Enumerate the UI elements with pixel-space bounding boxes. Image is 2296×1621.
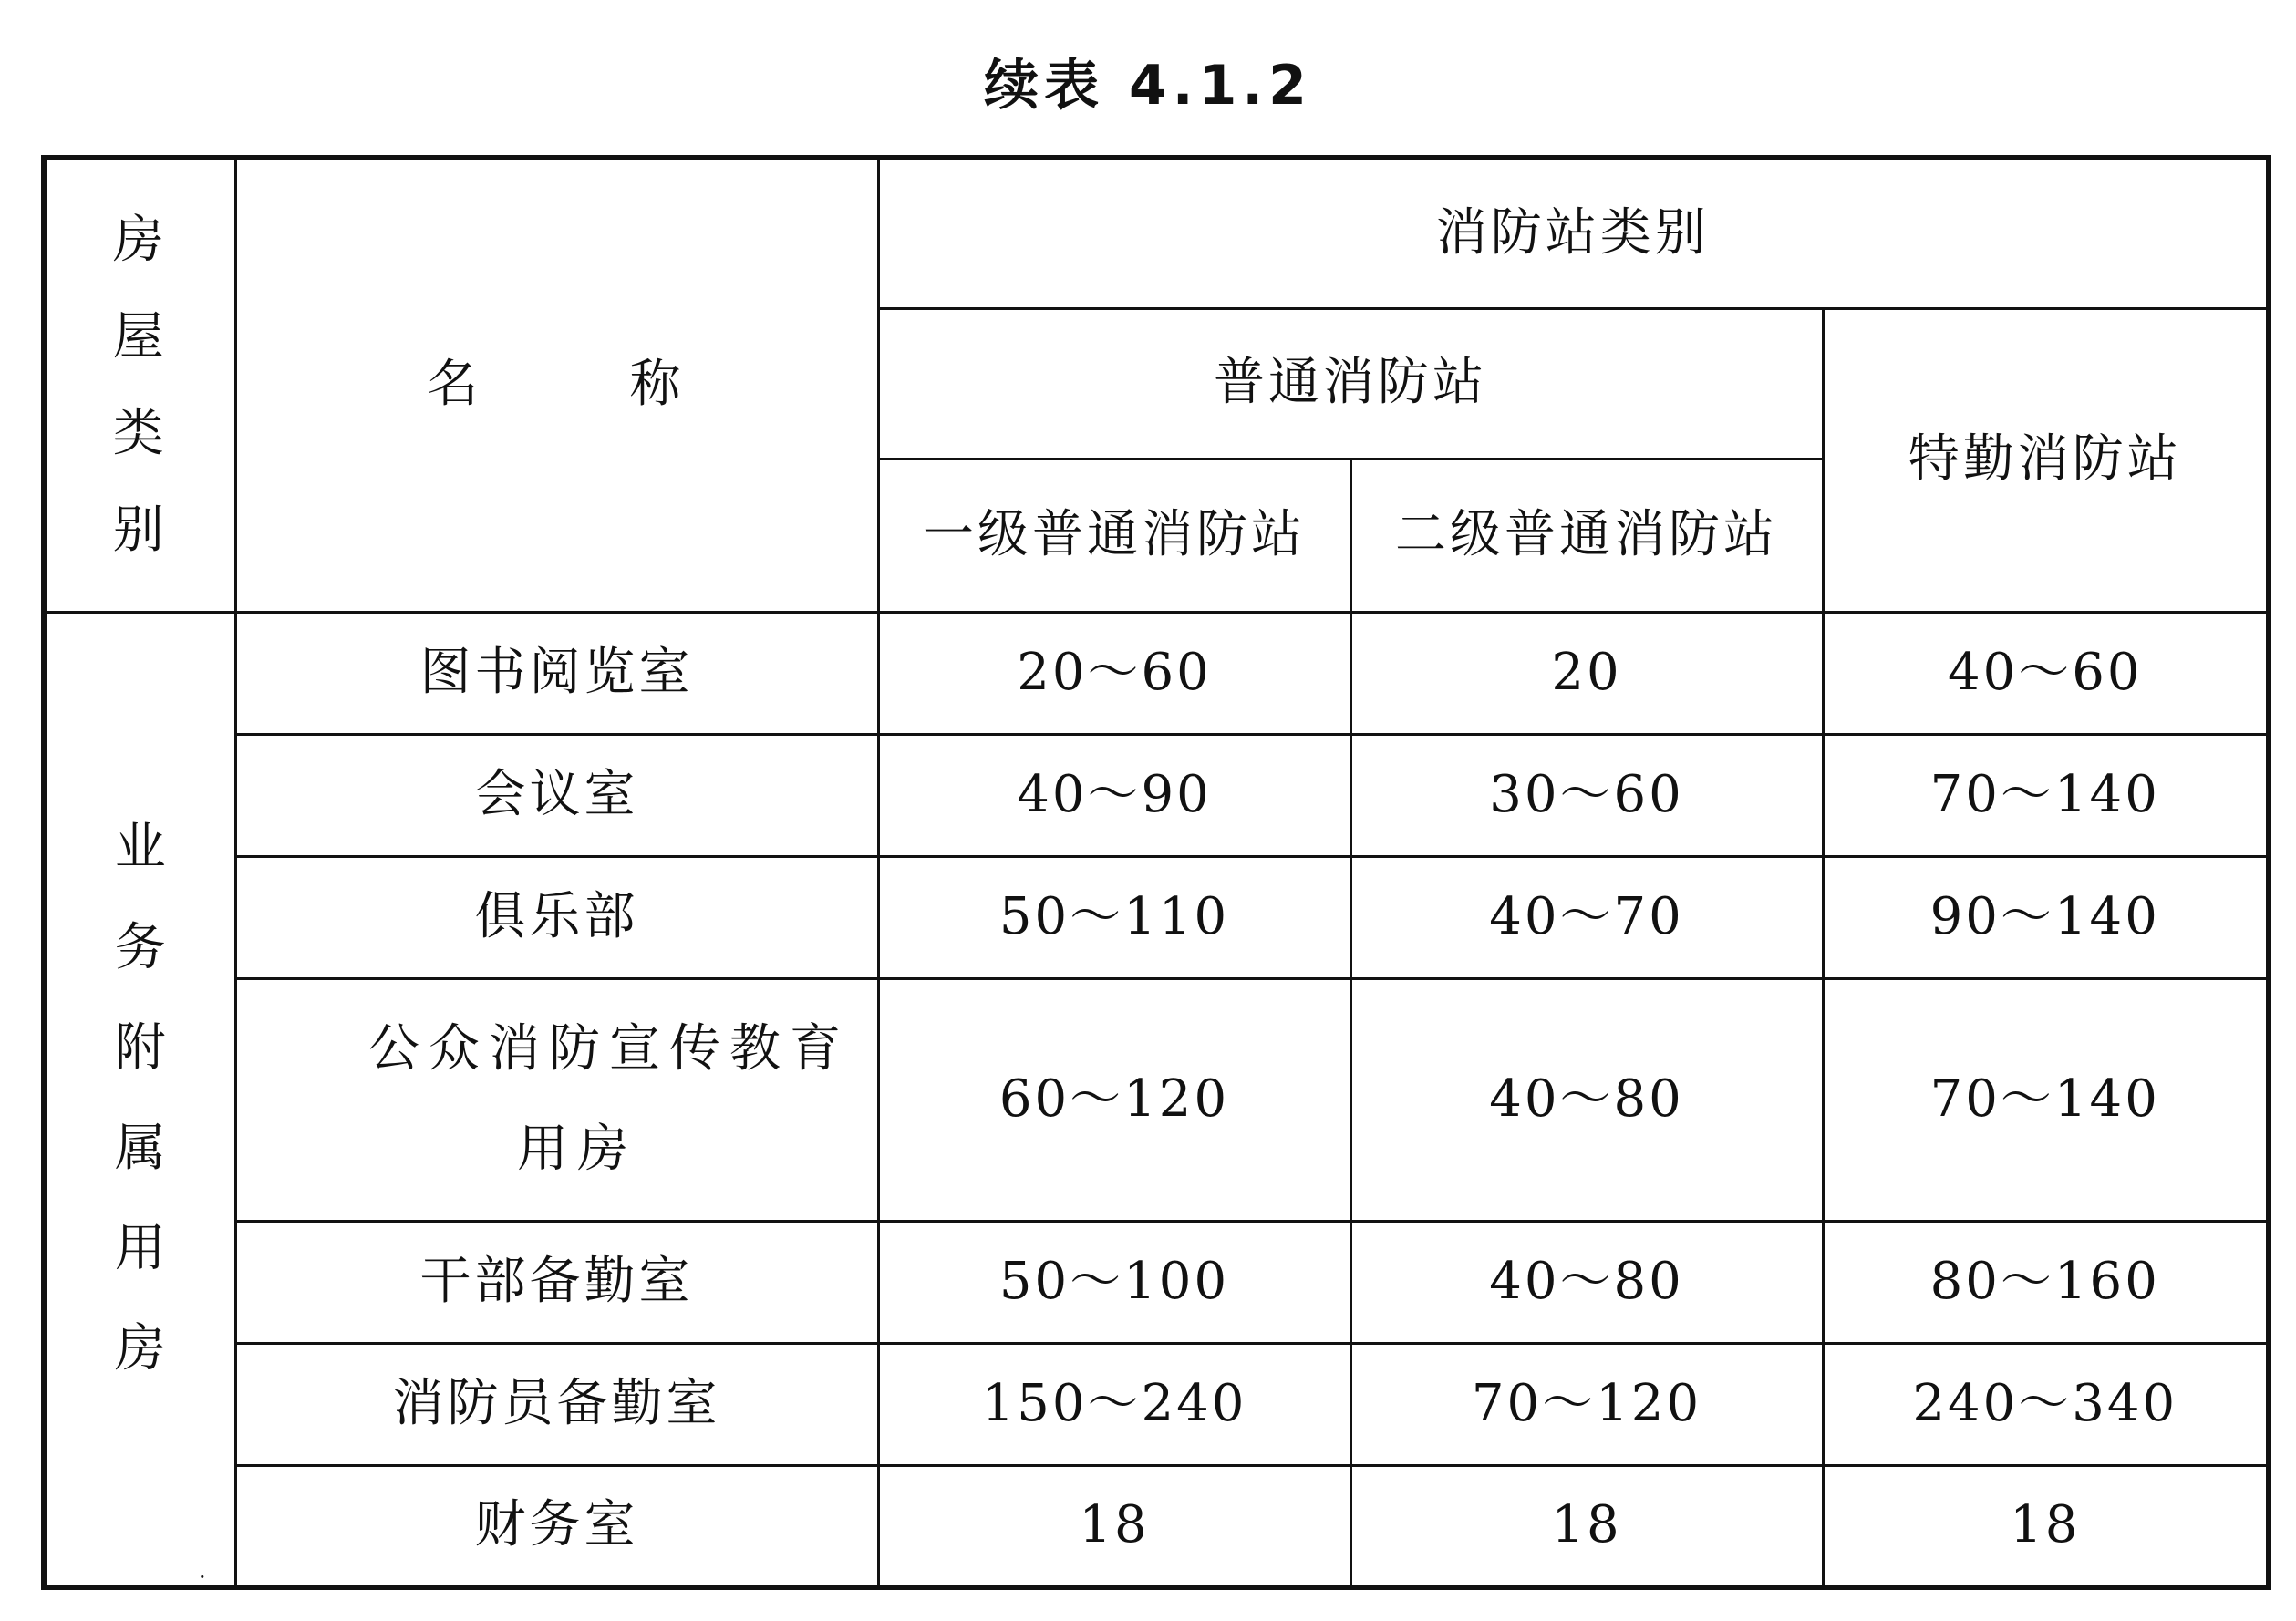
row-level2-value: 20 (1350, 612, 1823, 734)
row-level2-value: 40～80 (1350, 1221, 1823, 1343)
row-special-value: 40～60 (1823, 612, 2269, 734)
row-name: 俱乐部 (235, 856, 878, 978)
table-row (44, 1465, 2269, 1587)
header-name-char-1: 名 (427, 355, 484, 415)
header-row-1 (44, 158, 2269, 308)
table-title: 续表 4.1.2 (984, 54, 1312, 118)
header-station-type: 消防站类别 (878, 158, 2269, 308)
row-level1-value: 60～120 (878, 978, 1350, 1221)
row-level2-value: 18 (1350, 1465, 1823, 1587)
row-special-value: 240～340 (1823, 1343, 2269, 1465)
header-normal-station: 普通消防站 (878, 308, 1823, 459)
row-level2-value: 30～60 (1350, 734, 1823, 856)
header-building-category (44, 158, 235, 612)
table-row (44, 1221, 2269, 1343)
table-row (44, 978, 2269, 1221)
table-row (44, 1343, 2269, 1465)
header-name-char-2: 称 (629, 355, 687, 415)
group-business-auxiliary-label: 业务附属用房 (114, 818, 166, 1379)
scan-dot: · (199, 1564, 206, 1590)
row-special-value: 80～160 (1823, 1221, 2269, 1343)
row-level1-value: 50～100 (878, 1221, 1350, 1343)
row-special-value: 18 (1823, 1465, 2269, 1587)
row-level2-value: 40～70 (1350, 856, 1823, 978)
row-name: 公众消防宣传教育用房 (235, 978, 878, 1221)
row-name: 干部备勤室 (235, 1221, 878, 1343)
row-level1-value: 20～60 (878, 612, 1350, 734)
row-special-value: 70～140 (1823, 978, 2269, 1221)
row-name: 会议室 (235, 734, 878, 856)
row-name: 图书阅览室 (235, 612, 878, 734)
group-business-auxiliary (44, 612, 235, 1590)
table-row (44, 734, 2269, 856)
row-special-value: 90～140 (1823, 856, 2269, 978)
row-level1-value: 150～240 (878, 1343, 1350, 1465)
header-level2-station: 二级普通消防站 (1350, 459, 1823, 612)
row-level1-value: 40～90 (878, 734, 1350, 856)
row-level2-value: 40～80 (1350, 978, 1823, 1221)
header-building-category-label: 房屋类别 (112, 210, 168, 560)
row-name: 财务室 (235, 1465, 878, 1587)
header-level1-station: 一级普通消防站 (878, 459, 1350, 612)
table-row (44, 856, 2269, 978)
row-level2-value: 70～120 (1350, 1343, 1823, 1465)
area-spec-table (41, 155, 2271, 1590)
table-row (44, 612, 2269, 734)
row-name: 消防员备勤室 (235, 1343, 878, 1465)
row-special-value: 70～140 (1823, 734, 2269, 856)
row-level1-value: 18 (878, 1465, 1350, 1587)
header-name (235, 158, 878, 612)
row-level1-value: 50～110 (878, 856, 1350, 978)
header-special-station: 特勤消防站 (1823, 308, 2269, 612)
